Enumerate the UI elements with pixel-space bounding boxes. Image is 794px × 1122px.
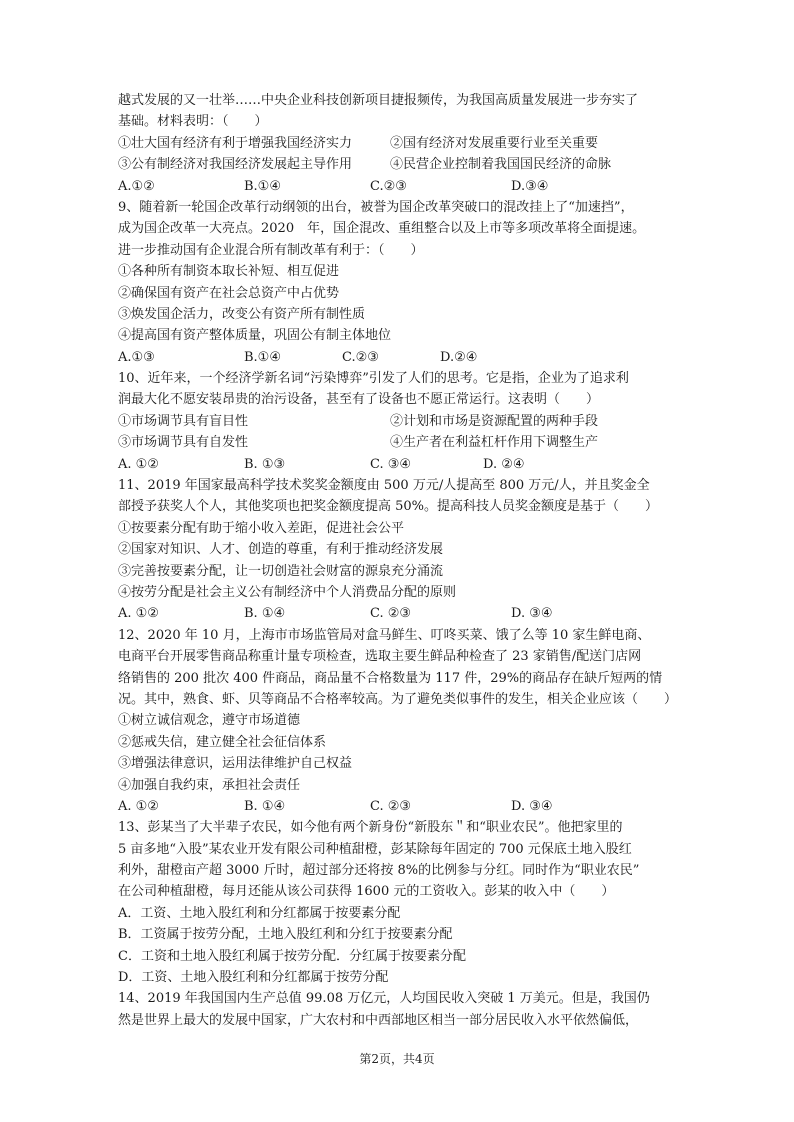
question-12-line: 电商平台开展零售商品称重计量专项检查，选取主要生鲜品种检查了 23 家销售/配送门店网 bbox=[118, 649, 642, 665]
option-b: B. ①③ bbox=[244, 456, 286, 472]
choice-2: ②确保国有资产在社会总资产中占优势 bbox=[118, 285, 340, 301]
question-13-line: 利外，甜橙亩产超 3000 斤时，超过部分还将按 8%的比例参与分红。同时作为“职业农民” bbox=[118, 863, 640, 879]
option-a: A.①② bbox=[118, 178, 155, 194]
question-text-line: 基础。材料表明：（ ） bbox=[118, 114, 268, 130]
choice-2: ②惩戒失信，建立健全社会征信体系 bbox=[118, 734, 327, 750]
option-c: C. ②③ bbox=[370, 798, 412, 814]
option-b: B. ①④ bbox=[244, 798, 286, 814]
choice-2: ②国家对知识、人才、创造的尊重，有利于推动经济发展 bbox=[118, 542, 444, 558]
question-13-line: 13、彭某当了大半辈子农民，如今他有两个新身份“新股东＂和“职业农民”。他把家里的 bbox=[118, 820, 623, 836]
choice-1: ①市场调节具有盲目性 bbox=[118, 413, 249, 429]
option-b: B.①④ bbox=[244, 349, 281, 365]
option-d: D. ②④ bbox=[483, 456, 525, 472]
question-13-line: 在公司种植甜橙，每月还能从该公司获得 1600 元的工资收入。彭某的收入中（ ） bbox=[118, 884, 615, 900]
choice-row bbox=[118, 133, 693, 154]
exam-content bbox=[118, 90, 693, 1031]
option-a: A. ①② bbox=[118, 798, 159, 814]
option-b: B.①④ bbox=[244, 178, 281, 194]
option-a: A. ①② bbox=[118, 456, 159, 472]
answer-options bbox=[118, 796, 693, 817]
question-12-line: 12、2020 年 10 月，上海市市场监管局对盒马鲜生、叮咚买菜、饿了么等 10 家生鲜电商、 bbox=[118, 627, 651, 643]
choice-3: ③市场调节具有自发性 bbox=[118, 435, 249, 451]
choice-2: ②国有经济对发展重要行业至关重要 bbox=[390, 135, 599, 151]
option-a: A．工资、土地入股红利和分红都属于按要素分配 bbox=[118, 905, 401, 921]
choice-1: ①树立诚信观念，遵守市场道德 bbox=[118, 713, 301, 729]
choice-row bbox=[118, 154, 693, 175]
choice-1: ①壮大国有经济有利于增强我国经济实力 bbox=[118, 135, 353, 151]
question-10-line: 10、近年来，一个经济学新名词“污染博弈”引发了人们的思考。它是指，企业为了追求利 bbox=[118, 371, 629, 387]
choice-row bbox=[118, 411, 693, 432]
option-c: C. ②③ bbox=[370, 606, 412, 622]
choice-4: ④按劳分配是社会主义公有制经济中个人消费品分配的原则 bbox=[118, 584, 457, 600]
question-text-line: 越式发展的又一壮举……中央企业科技创新项目捷报频传，为我国高质量发展进一步夯实了 bbox=[118, 93, 639, 108]
option-a: A. ①② bbox=[118, 606, 159, 622]
option-c: C.②③ bbox=[342, 349, 379, 365]
option-b: B．工资属于按劳分配，土地入股红利和分红于按要素分配 bbox=[118, 927, 453, 943]
option-c: C．工资和土地入股红利属于按劳分配．分红属于按要素分配 bbox=[118, 948, 466, 964]
answer-options bbox=[118, 454, 693, 475]
option-c: C.②③ bbox=[370, 178, 407, 194]
choice-4: ④提高国有资产整体质量，巩固公有制主体地位 bbox=[118, 328, 392, 344]
question-9-line: 成为国企改革一大亮点。2020 年，国企混改、重组整合以及上市等多项改革将全面提速。 bbox=[118, 221, 646, 237]
question-14-line: 然是世界上最大的发展中国家，广大农村和中西部地区相当一部分居民收入水平依然偏低， bbox=[118, 1012, 639, 1028]
choice-1: ①各种所有制资本取长补短、相互促进 bbox=[118, 264, 340, 280]
choice-4: ④民营企业控制着我国国民经济的命脉 bbox=[390, 157, 612, 173]
question-9-line: 进一步推动国有企业混合所有制改革有利于：（ ） bbox=[118, 242, 424, 258]
question-14-line: 14、2019 年我国国内生产总值 99.08 万亿元，人均国民收入突破 1 万美元。但是，我国仍 bbox=[118, 991, 650, 1007]
option-c: C. ③④ bbox=[370, 456, 412, 472]
option-a: A.①③ bbox=[118, 349, 155, 365]
question-11-line: 部授予获奖人个人，其他奖项也把奖金额度提高 50%。提高科技人员奖金额度是基于（ ） bbox=[118, 499, 659, 515]
question-9-line: 9、随着新一轮国企改革行动纲领的出台，被誉为国企改革突破口的混改挂上了“加速挡”， bbox=[118, 199, 634, 215]
option-d: D.③④ bbox=[511, 178, 549, 194]
choice-3: ③焕发国企活力，改变公有资产所有制性质 bbox=[118, 306, 366, 322]
question-13-line: 5 亩多地“入股”某农业开发有限公司种植甜橙，彭某除每年固定的 700 元保底土地入股红 bbox=[118, 841, 632, 857]
choice-3: ③公有制经济对我国经济发展起主导作用 bbox=[118, 157, 353, 173]
page-number: 第2页，共4页 bbox=[359, 1052, 435, 1066]
answer-options bbox=[118, 176, 693, 197]
choice-4: ④加强自我约束，承担社会责任 bbox=[118, 777, 301, 793]
answer-options bbox=[118, 347, 693, 368]
option-d: D．工资、土地入股红利和分红都属于按劳分配 bbox=[118, 970, 389, 986]
question-10-line: 润最大化不愿安装昂贵的治污设备，甚至有了设备也不愿正常运行。这表明（ ） bbox=[118, 392, 600, 408]
choice-2: ②计划和市场是资源配置的两种手段 bbox=[390, 413, 599, 429]
question-11-line: 11、2019 年国家最高科学技术奖奖金额度由 500 万元/人提高至 800 万元/人，并且奖金全 bbox=[118, 478, 650, 494]
question-12-line: 络销售的 200 批次 400 件商品，商品量不合格数量为 117 件，29%的商品存在缺斤短两的情 bbox=[118, 670, 663, 686]
option-d: D.②④ bbox=[440, 349, 478, 365]
question-12-line: 况。其中，熟食、虾、贝等商品不合格率较高。为了避免类似事件的发生，相关企业应该（ ） bbox=[118, 691, 678, 707]
option-d: D. ③④ bbox=[511, 606, 553, 622]
option-b: B. ①④ bbox=[244, 606, 286, 622]
option-d: D. ③④ bbox=[511, 798, 553, 814]
choice-row bbox=[118, 432, 693, 453]
choice-4: ④生产者在利益杠杆作用下调整生产 bbox=[390, 435, 599, 451]
answer-options bbox=[118, 603, 693, 624]
choice-3: ③完善按要素分配，让一切创造社会财富的源泉充分涌流 bbox=[118, 563, 444, 579]
choice-3: ③增强法律意识，运用法律维护自己权益 bbox=[118, 756, 353, 772]
choice-1: ①按要素分配有助于缩小收入差距，促进社会公平 bbox=[118, 520, 405, 536]
